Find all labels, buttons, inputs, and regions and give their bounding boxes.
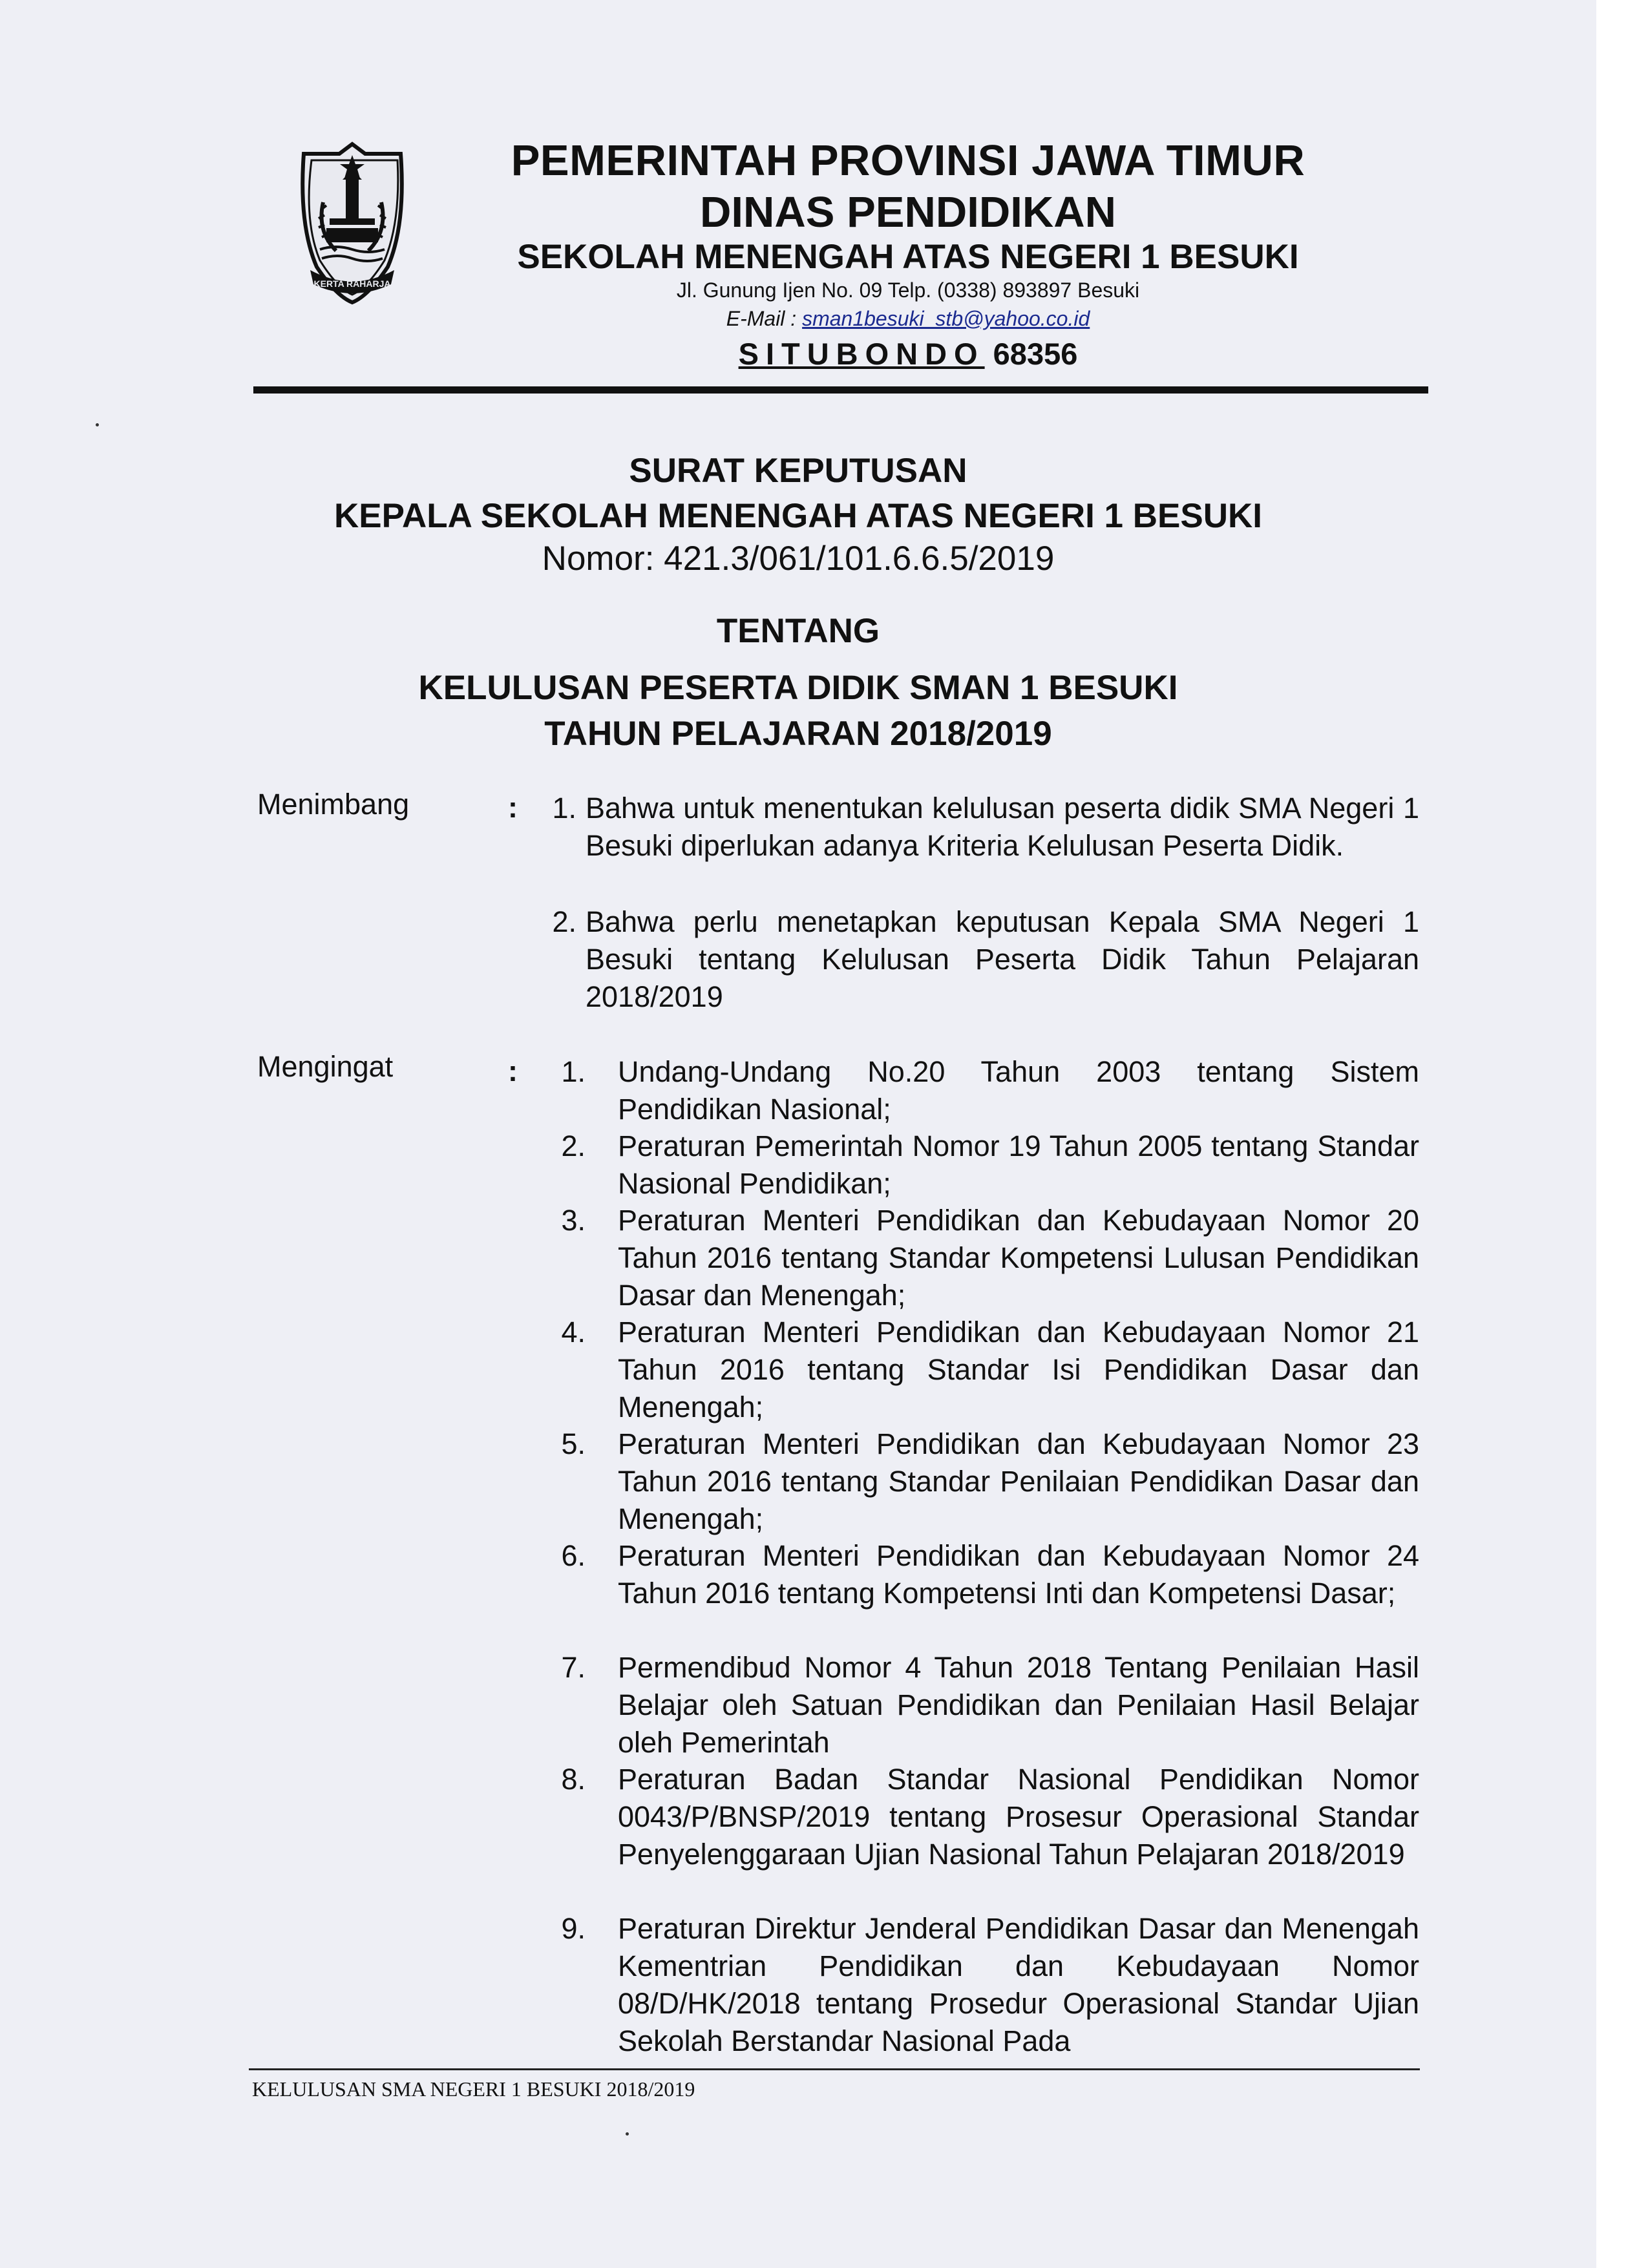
item-text: Bahwa untuk menentukan kelulusan peserta didik SMA Negeri 1 Besuki diperlukan adanya Kriteria Kelulusan Peserta Didik. [586,792,1419,862]
item-text: Peraturan Direktur Jenderal Pendidikan Dasar dan Menengah Kementrian Pendidikan dan Kebudayaan Nomor 08/D/HK/2018 tentang Prosedur Operasional Standar Ujian Sekolah Berstandar Nasional Pada [618,1912,1419,2057]
item-number: 2. [552,905,576,938]
menimbang-item [547,903,1419,1016]
postal-code: 68356 [993,337,1078,371]
item-number: 4. [561,1316,586,1349]
item-number: 8. [561,1763,586,1796]
item-number: 6. [561,1539,586,1572]
school-address: Jl. Gunung Ijen No. 09 Telp. (0338) 893897 Besuki [676,278,1140,302]
city-line [414,336,1402,372]
mengingat-item [547,1910,1419,2060]
decree-about-label: TENTANG [716,612,880,650]
item-text: Permendibud Nomor 4 Tahun 2018 Tentang Penilaian Hasil Belajar oleh Satuan Pendidikan dan Penilaian Hasil Belajar oleh Pemerintah [618,1651,1419,1759]
mengingat-item [547,1128,1419,1202]
school-email-line [414,307,1402,331]
item-number: 5. [561,1427,586,1460]
item-number: 1. [561,1055,586,1088]
item-text: Peraturan Menteri Pendidikan dan Kebudayaan Nomor 24 Tahun 2016 tentang Kompetensi Inti dan Kompetensi Dasar; [618,1539,1419,1610]
item-number: 2. [561,1129,586,1162]
scan-speck [626,2132,629,2136]
decree-subject-line2: TAHUN PELAJARAN 2018/2019 [544,715,1052,753]
menimbang-label: Menimbang [257,788,410,821]
seal-motto: KERTA RAHARJA [313,278,391,289]
item-text: Peraturan Menteri Pendidikan dan Kebudayaan Nomor 20 Tahun 2016 tentang Standar Kompetensi Lulusan Pendidikan Dasar dan Menengah; [618,1204,1419,1312]
page-footer: KELULUSAN SMA NEGERI 1 BESUKI 2018/2019 [252,2077,695,2101]
item-text: Peraturan Badan Standar Nasional Pendidikan Nomor 0043/P/BNSP/2019 tentang Prosesur Operasional Standar Penyelenggaraan Ujian Nasional Tahun Pelajaran 2018/2019 [618,1763,1419,1871]
email-label: E-Mail : [726,307,797,330]
item-number: 9. [561,1912,586,1945]
jawa-timur-seal-icon [291,141,414,306]
mengingat-item [547,1314,1419,1426]
mengingat-item [547,1761,1419,1873]
item-text: Peraturan Menteri Pendidikan dan Kebudayaan Nomor 21 Tahun 2016 tentang Standar Isi Pendidikan Dasar dan Menengah; [618,1316,1419,1423]
item-number: 3. [561,1204,586,1237]
footer-divider [249,2068,1420,2070]
mengingat-item [547,1202,1419,1314]
decree-title: SURAT KEPUTUSAN [629,452,967,490]
item-text: Bahwa perlu menetapkan keputusan Kepala SMA Negeri 1 Besuki tentang Kelulusan Peserta Didik Tahun Pelajaran 2018/2019 [586,905,1419,1013]
decree-subject-line1: KELULUSAN PESERTA DIDIK SMAN 1 BESUKI [418,669,1178,707]
item-text: Peraturan Menteri Pendidikan dan Kebudayaan Nomor 23 Tahun 2016 tentang Standar Penilaian Pendidikan Dasar dan Menengah; [618,1427,1419,1535]
item-number: 7. [561,1651,586,1684]
province-heading: PEMERINTAH PROVINSI JAWA TIMUR [511,136,1305,185]
email-link[interactable]: sman1besuki_stb@yahoo.co.id [802,307,1090,330]
school-heading: SEKOLAH MENENGAH ATAS NEGERI 1 BESUKI [517,238,1299,276]
agency-heading: DINAS PENDIDIKAN [700,188,1116,236]
mengingat-label: Mengingat [257,1050,394,1083]
item-number: 1. [552,792,576,824]
mengingat-item [547,1425,1419,1538]
item-text: Undang-Undang No.20 Tahun 2003 tentang Sistem Pendidikan Nasional; [618,1055,1419,1126]
mengingat-item [547,1537,1419,1612]
mengingat-item [547,1649,1419,1761]
menimbang-item [547,790,1419,865]
mengingat-colon: : [508,1055,518,1087]
city-name: SITUBONDO [738,337,985,371]
item-text: Peraturan Pemerintah Nomor 19 Tahun 2005 tentang Standar Nasional Pendidikan; [618,1129,1419,1200]
letterhead-divider [253,386,1428,394]
scan-speck [96,423,99,426]
menimbang-colon: : [508,791,518,824]
decree-number: Nomor: 421.3/061/101.6.6.5/2019 [542,540,1055,578]
decree-issuer: KEPALA SEKOLAH MENENGAH ATAS NEGERI 1 BESUKI [333,497,1263,535]
mengingat-item [547,1053,1419,1128]
